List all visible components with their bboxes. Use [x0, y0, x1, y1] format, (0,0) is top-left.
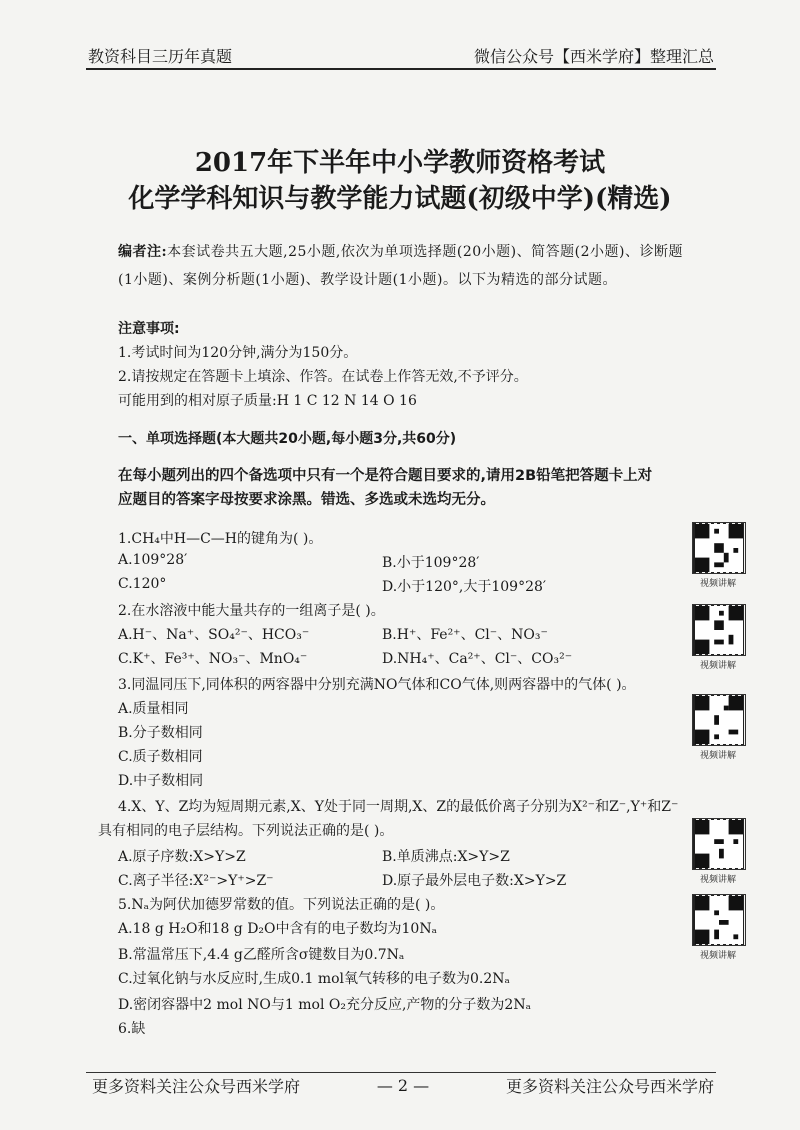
qr-caption: 视频讲解 [699, 579, 736, 589]
q1-option-d: D.小于120°,大于109°28′ [382, 579, 547, 595]
section-heading: 一、单项选择题(本大题共20小题,每小题3分,共60分) [118, 431, 457, 447]
q4-option-b: B.单质沸点:X>Y>Z [382, 849, 510, 865]
header-left: 教资科目三历年真题 [88, 47, 233, 66]
q4-stem-line-1: 4.X、Y、Z均为短周期元素,X、Y处于同一周期,X、Z的最低价离子分别为X²⁻和Z⁻,Y⁺和Z⁻ [118, 799, 679, 815]
page-header [88, 44, 714, 67]
q3-option-a: A.质量相同 [118, 701, 189, 717]
q6-stem: 6.缺 [118, 1021, 146, 1037]
qr-caption: 视频讲解 [699, 661, 736, 671]
q4-option-d: D.原子最外层电子数:X>Y>Z [382, 873, 567, 889]
qr-code-icon[interactable] [692, 894, 746, 946]
q5-option-c: C.过氧化钠与水反应时,生成0.1 mol氧气转移的电子数为0.2Nₐ [118, 971, 510, 987]
q3-option-b: B.分子数相同 [118, 725, 203, 741]
q2-option-a: A.H⁻、Na⁺、SO₄²⁻、HCO₃⁻ [118, 627, 310, 643]
page-number: — 2 — [376, 1076, 430, 1095]
notice-item-1: 1.考试时间为120分钟,满分为150分。 [118, 345, 358, 361]
atomic-masses: 可能用到的相对原子质量:H 1 C 12 N 14 O 16 [118, 393, 417, 409]
page-footer [92, 1074, 714, 1097]
q4-option-c: C.离子半径:X²⁻>Y⁺>Z⁻ [118, 873, 274, 889]
notice-item-2: 2.请按规定在答题卡上填涂、作答。在试卷上作答无效,不予评分。 [118, 369, 528, 385]
editor-note-label: 编者注: [118, 244, 168, 260]
q3-option-d: D.中子数相同 [118, 773, 204, 789]
section-instruction-2: 应题目的答案字母按要求涂黑。错选、多选或未选均无分。 [118, 492, 495, 508]
q3-option-c: C.质子数相同 [118, 749, 203, 765]
title-line-1: 2017年下半年中小学教师资格考试 [194, 148, 606, 178]
title-line-2: 化学学科知识与教学能力试题(初级中学)(精选) [128, 184, 672, 214]
q1-stem: 1.CH₄中H—C—H的键角为( )。 [118, 531, 323, 547]
q1-option-a: A.109°28′ [118, 552, 188, 568]
header-right: 微信公众号【西米学府】整理汇总 [473, 47, 714, 66]
editor-note [118, 238, 698, 294]
header-divider [86, 68, 716, 70]
q3-stem: 3.同温同压下,同体积的两容器中分别充满NO气体和CO气体,则两容器中的气体( )。 [118, 677, 636, 693]
notices-heading: 注意事项: [118, 321, 180, 337]
footer-right: 更多资料关注公众号西米学府 [505, 1077, 714, 1096]
q2-option-b: B.H⁺、Fe²⁺、Cl⁻、NO₃⁻ [382, 627, 548, 643]
qr-caption: 视频讲解 [699, 751, 736, 761]
qr-caption: 视频讲解 [699, 951, 736, 961]
qr-code-icon[interactable] [692, 818, 746, 870]
qr-code-icon[interactable] [692, 522, 746, 574]
q1-option-c: C.120° [118, 576, 167, 592]
qr-code-icon[interactable] [692, 604, 746, 656]
q2-stem: 2.在水溶液中能大量共存的一组离子是( )。 [118, 603, 385, 619]
q5-stem: 5.Nₐ为阿伏加德罗常数的值。下列说法正确的是( )。 [118, 897, 445, 913]
editor-note-text: 本套试卷共五大题,25小题,依次为单项选择题(20小题)、简答题(2小题)、诊断题(1小题)、案例分析题(1小题)、教学设计题(1小题)。以下为精选的部分试题。 [118, 244, 683, 288]
section-instruction-1: 在每小题列出的四个备选项中只有一个是符合题目要求的,请用2B铅笔把答题卡上对 [118, 468, 653, 484]
q5-option-d: D.密闭容器中2 mol NO与1 mol O₂充分反应,产物的分子数为2Nₐ [118, 997, 531, 1013]
q5-option-b: B.常温常压下,4.4 g乙醛所含σ键数目为0.7Nₐ [118, 947, 405, 963]
footer-left: 更多资料关注公众号西米学府 [92, 1077, 301, 1096]
q4-option-a: A.原子序数:X>Y>Z [118, 849, 246, 865]
qr-caption: 视频讲解 [699, 875, 736, 885]
footer-divider [86, 1072, 716, 1073]
q2-option-d: D.NH₄⁺、Ca²⁺、Cl⁻、CO₃²⁻ [382, 651, 573, 667]
q4-stem-line-2: 具有相同的电子层结构。下列说法正确的是( )。 [98, 823, 394, 839]
q1-option-b: B.小于109°28′ [382, 555, 480, 571]
qr-code-icon[interactable] [692, 694, 746, 746]
q5-option-a: A.18 g H₂O和18 g D₂O中含有的电子数均为10Nₐ [118, 921, 437, 937]
q2-option-c: C.K⁺、Fe³⁺、NO₃⁻、MnO₄⁻ [118, 651, 308, 667]
